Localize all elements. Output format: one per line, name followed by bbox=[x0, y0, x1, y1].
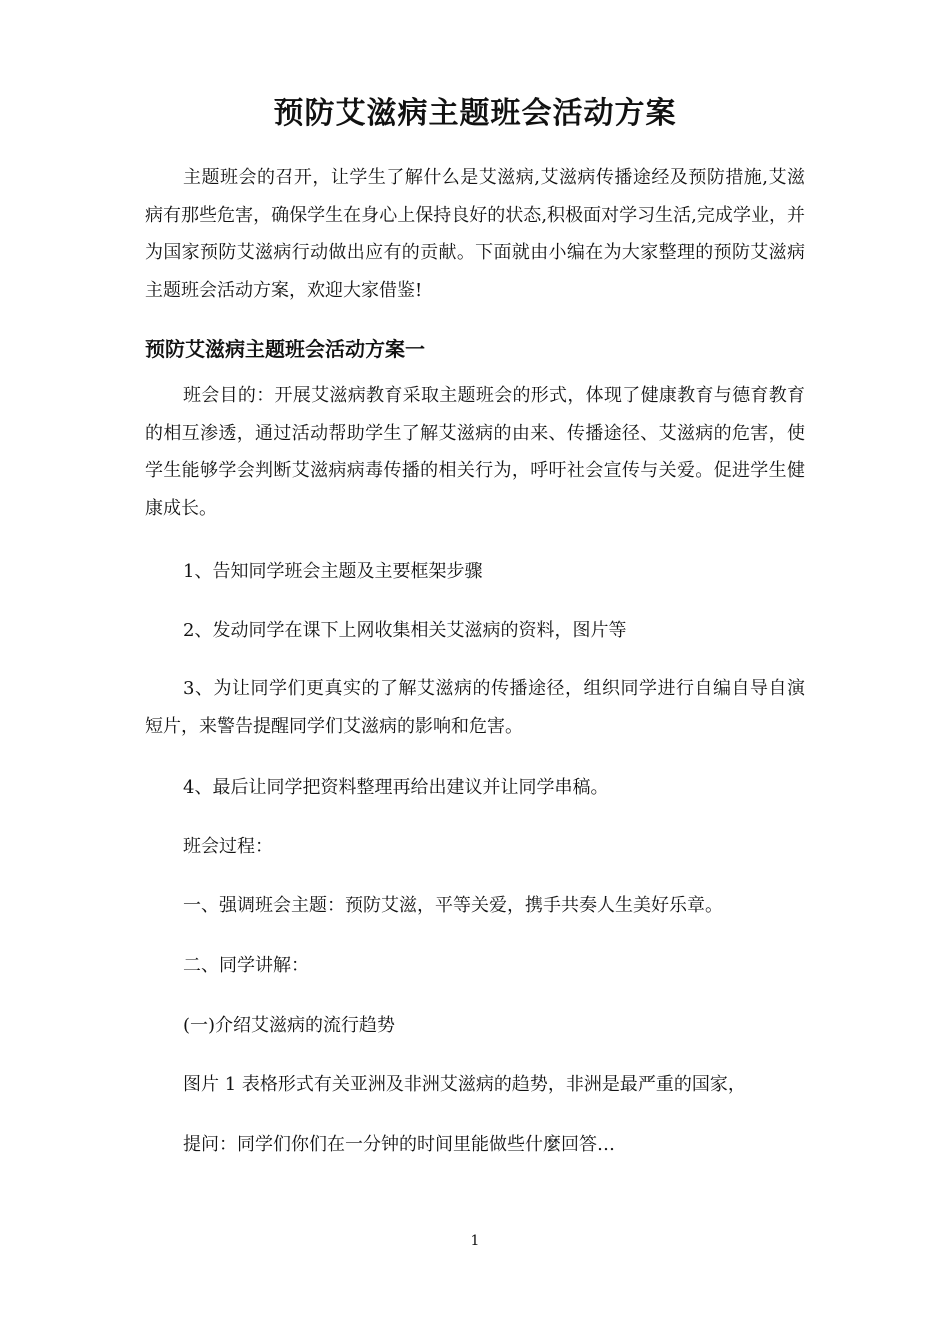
section-heading: 预防艾滋病主题班会活动方案一 bbox=[145, 337, 425, 361]
part-1: 一、强调班会主题：预防艾滋，平等关爱，携手共奏人生美好乐章。 bbox=[183, 895, 723, 916]
step-1: 1、告知同学班会主题及主要框架步骤 bbox=[183, 561, 483, 582]
process-label: 班会过程： bbox=[183, 836, 273, 857]
page-number: 1 bbox=[470, 1233, 480, 1249]
step-2: 2、发动同学在课下上网收集相关艾滋病的资料，图片等 bbox=[183, 620, 627, 641]
document-title: 预防艾滋病主题班会活动方案 bbox=[273, 96, 677, 131]
step-3: 3、为让同学们更真实的了解艾滋病的传播途径，组织同学进行自编自导自演短片，来警告提醒同学们艾滋病的影响和危害。 bbox=[145, 678, 805, 737]
goal-paragraph: 班会目的：开展艾滋病教育采取主题班会的形式，体现了健康教育与德育教育的相互渗透，通过活动帮助学生了解艾滋病的由来、传播途径、艾滋病的危害，使学生能够学会判断艾滋病病毒传播的相关行为，呼吁社会宣传与关爱。促进学生健康成长。 bbox=[145, 385, 805, 519]
intro-paragraph: 主题班会的召开，让学生了解什么是艾滋病,艾滋病传播途经及预防措施,艾滋病有那些危害，确保学生在身心上保持良好的状态,积极面对学习生活,完成学业，并为国家预防艾滋病行动做出应有的贡献。下面就由小编在为大家整理的预防艾滋病主题班会活动方案，欢迎大家借鉴! bbox=[145, 167, 805, 301]
question-text: 提问：同学们你们在一分钟的时间里能做些什麼回答… bbox=[183, 1134, 615, 1155]
part-2: 二、同学讲解： bbox=[183, 955, 309, 976]
picture-1-text: 图片 1 表格形式有关亚洲及非洲艾滋病的趋势，非洲是最严重的国家， bbox=[183, 1074, 746, 1095]
step-4: 4、最后让同学把资料整理再给出建议并让同学串稿。 bbox=[183, 777, 609, 798]
sub-1: (一)介绍艾滋病的流行趋势 bbox=[183, 1015, 396, 1036]
